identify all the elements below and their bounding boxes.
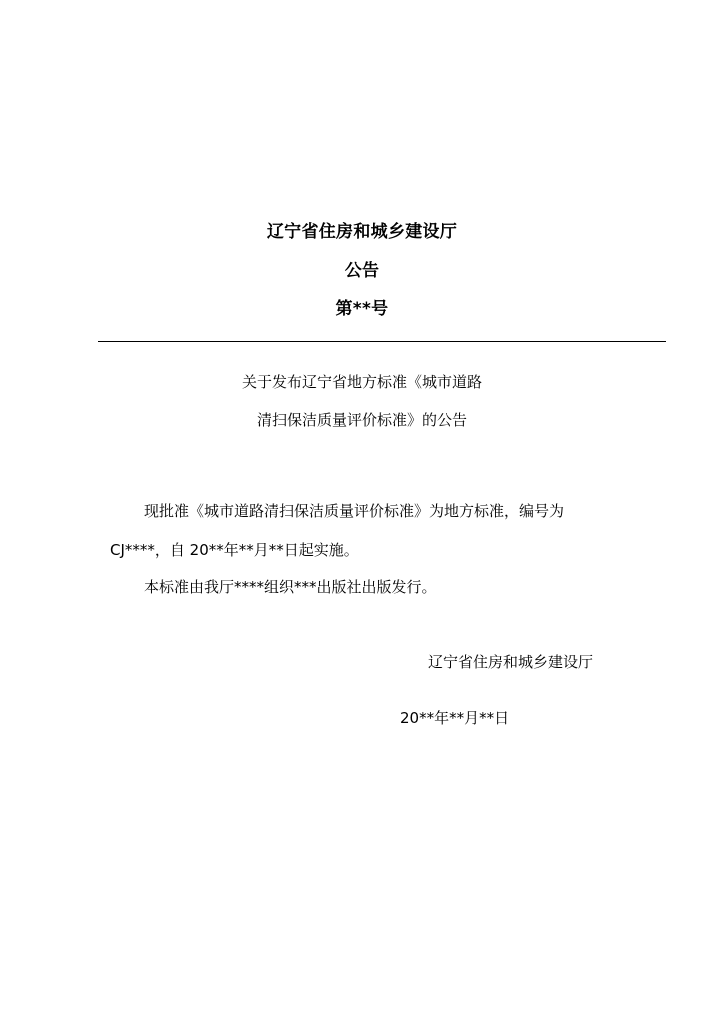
body-paragraph-1-line-1: 现批准《城市道路清扫保洁质量评价标准》为地方标准，编号为 bbox=[144, 502, 565, 520]
issuer-heading: 辽宁省住房和城乡建设厅 bbox=[266, 222, 458, 242]
signature-issuer: 辽宁省住房和城乡建设厅 bbox=[428, 653, 594, 671]
signature-date: 20**年**月**日 bbox=[400, 709, 510, 727]
header-divider bbox=[98, 341, 666, 342]
subject-line-2: 清扫保洁质量评价标准》的公告 bbox=[256, 411, 467, 429]
document-type-heading: 公告 bbox=[344, 261, 380, 281]
body-paragraph-2: 本标准由我厅****组织***出版社出版发行。 bbox=[144, 578, 437, 596]
subject-line-1: 关于发布辽宁省地方标准《城市道路 bbox=[241, 373, 482, 391]
document-number: 第**号 bbox=[335, 299, 389, 319]
body-paragraph-1-line-2: CJ****，自 20**年**月**日起实施。 bbox=[110, 541, 359, 559]
